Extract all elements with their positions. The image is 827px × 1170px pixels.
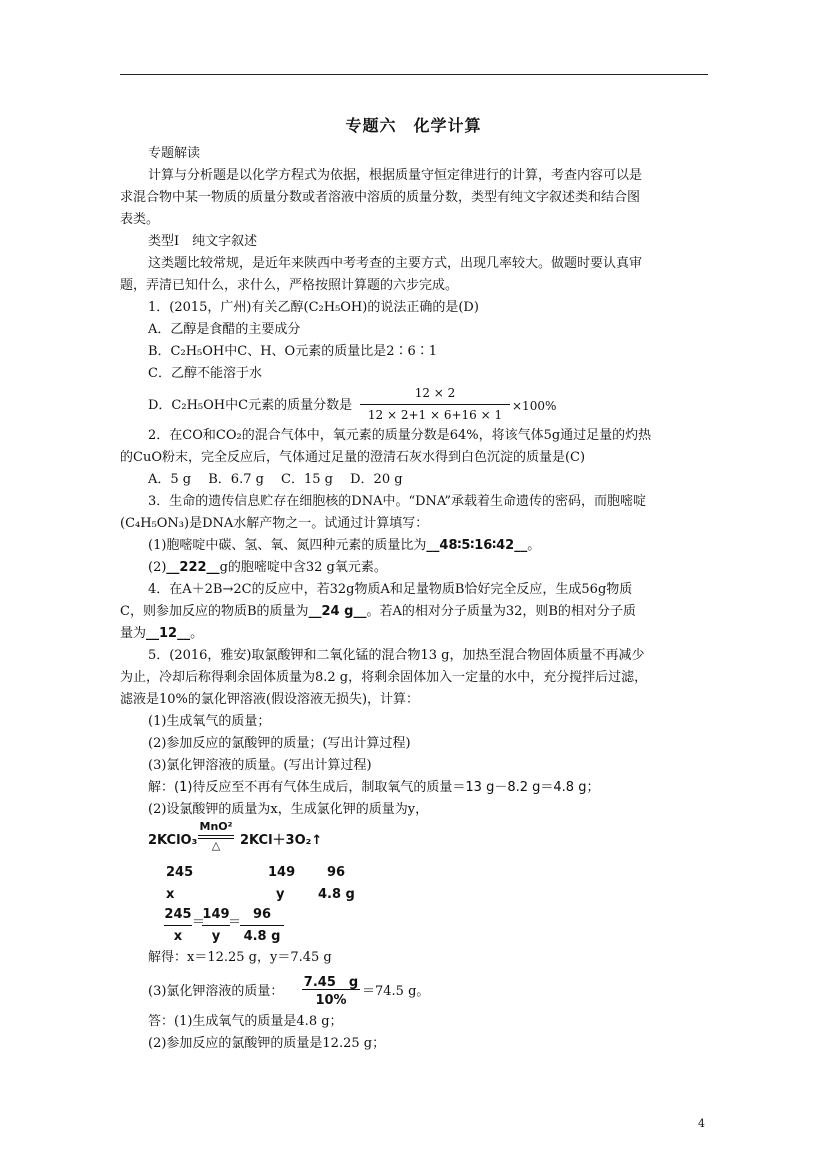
q1-option-b: B．C₂H₅OH中C、H、O元素的质量比是2∶6∶1 [148,344,438,359]
q5-solution-2: (2)设氯酸钾的质量为x，生成氯化钾的质量为y， [148,802,429,817]
type-heading: 类型Ⅰ 纯文字叙述 [148,234,258,249]
q5-line-2: 为止，冷却后称得剩余固体质量为8.2 g，将剩余固体加入一定量的水中，充分搅拌后过滤， [120,670,648,685]
equation-right: 2KCl＋3O₂↑ [240,833,323,848]
proportion-den-1: x [173,929,183,944]
known-o2-mass: 4.8 g [318,887,355,902]
q5-sub-3-numerator: 7.45 g [303,975,359,990]
q3-line-2: (C₄H₅ON₃)是DNA水解产物之一。试通过计算填写： [120,516,429,531]
q5-sub-1: (1)生成氧气的质量； [148,714,271,729]
unknown-x: x [166,887,175,902]
q2-line-1: 2．在CO和CO₂的混合气体中，氧元素的质量分数是64%，将该气体5g通过足量的灼热 [148,428,652,443]
page-title: 专题六 化学计算 [345,116,482,135]
proportion-bar-3 [240,925,284,926]
molar-mass-o2: 96 [327,865,346,880]
type-desc-1: 这类题比较常规，是近年来陕西中考考查的主要方式，出现几率较大。做题时要认真审 [148,256,643,271]
proportion-num-1: 245 [164,907,192,922]
q5-sub-3-denominator: 10% [315,993,347,1008]
q4-line-3 [120,626,203,642]
proportion-bar-2 [202,925,230,926]
page-number: 4 [698,1117,705,1130]
q3-sub-1-end: 。 [527,538,541,553]
q3-line-1: 3．生命的遗传信息贮存在细胞核的DNA中。“DNA”承载着生命遗传的密码，而胞嘧啶 [148,494,647,509]
proportion-den-3: 4.8 g [243,929,281,944]
q5-sub-3: (3)氯化钾溶液的质量。(写出计算过程) [148,758,372,773]
header-rule [120,74,708,75]
proportion-bar-1 [164,925,192,926]
proportion-equals-2: ＝ [228,915,242,930]
answer-2: (2)参加反应的氯酸钾的质量是12.25 g； [148,1036,386,1051]
q4-line-2-rest: 。若A的相对分子质量为32，则B的相对分子质 [366,604,636,619]
q3-sub-2-text: g的胞嘧啶中含32 g氧元素。 [219,560,387,575]
q1-fraction-denominator: 12 × 2+1 × 6+16 × 1 [367,408,503,422]
q4-line-3-text: 量为 [120,626,147,641]
molar-mass-kclo3: 245 [166,865,194,880]
q1-option-c: C．乙醇不能溶于水 [148,366,262,381]
equation-catalyst: MnO² [199,820,233,833]
q1-option-d-prefix: D．C₂H₅OH中C元素的质量分数是 [148,398,353,413]
q4-line-3-end: 。 [190,626,204,641]
q3-sub-2 [148,560,387,576]
q4-line-2 [120,604,636,620]
equation-left: 2KClO₃ [148,833,198,848]
q5-line-3: 滤液是10%的氯化钾溶液(假设溶液无损失)，计算： [120,692,420,707]
q5-solution-1: 解：(1)待反应至不再有气体生成后，制取氧气的质量＝13 g－8.2 g＝4.8 g； [148,780,600,795]
q4-answer-b-mass: __24 g__ [308,604,367,619]
q5-solve-result: 解得：x＝12.25 g，y＝7.45 g [148,950,332,965]
q5-line-1: 5．(2016，雅安)取氯酸钾和二氧化锰的混合物13 g，加热至混合物固体质量不再减少 [148,648,645,663]
q4-line-1: 4．在A＋2B→2C的反应中，若32g物质A和足量物质B恰好完全反应，生成56g物质 [148,582,633,597]
proportion-num-2: 149 [202,907,230,922]
molar-mass-kcl: 149 [268,865,296,880]
intro-heading: 专题解读 [148,146,201,161]
type-desc-2: 题，弄清已知什么，求什么，严格按照计算题的六步完成。 [120,278,459,293]
q3-sub-2-answer: __222__ [166,560,220,575]
intro-line-1: 计算与分析题是以化学方程式为依据，根据质量守恒定律进行的计算，考查内容可以是 [148,168,643,183]
equation-bar-1 [198,835,234,836]
equation-heat: △ [211,839,221,852]
q4-line-2-text: C，则参加反应的物质B的质量为 [120,604,309,619]
q1-fraction-bar [360,404,510,405]
q1-fraction-numerator: 12 × 2 [414,386,456,400]
q5-sub-3-bar [302,989,360,990]
q3-sub-1-answer: __48∶5∶16∶42__ [426,538,528,553]
answer-1: 答：(1)生成氧气的质量是4.8 g； [148,1014,343,1029]
q5-sub-2: (2)参加反应的氯酸钾的质量；(写出计算过程) [148,736,411,751]
q1-stem: 1．(2015，广州)有关乙醇(C₂H₅OH)的说法正确的是(D) [148,300,479,315]
q3-sub-2-label: (2) [148,560,167,575]
q1-option-a: A．乙醇是食醋的主要成分 [148,322,301,337]
q3-sub-1-text: (1)胞嘧啶中碳、氢、氧、氮四种元素的质量比为 [148,538,427,553]
q2-line-2: 的CuO粉末，完全反应后，气体通过足量的澄清石灰水得到白色沉淀的质量是(C) [120,450,586,465]
q5-sub-3-solution: (3)氯化钾溶液的质量： [148,984,284,999]
q3-sub-1 [148,538,540,554]
q5-sub-3-result: ＝74.5 g。 [362,984,430,999]
proportion-den-2: y [211,929,221,944]
q2-options: A．5 g B．6.7 g C．15 g D．20 g [148,472,403,487]
proportion-num-3: 96 [252,907,272,922]
proportion-equals-1: ＝ [192,915,206,930]
intro-line-3: 表类。 [120,212,160,227]
intro-line-2: 求混合物中某一物质的质量分数或者溶液中溶质的质量分数，类型有纯文字叙述类和结合图 [120,190,641,205]
q4-answer-b-relative-mass: __12__ [146,626,191,641]
unknown-y: y [276,887,285,902]
q1-option-d-suffix: ×100% [512,399,557,413]
